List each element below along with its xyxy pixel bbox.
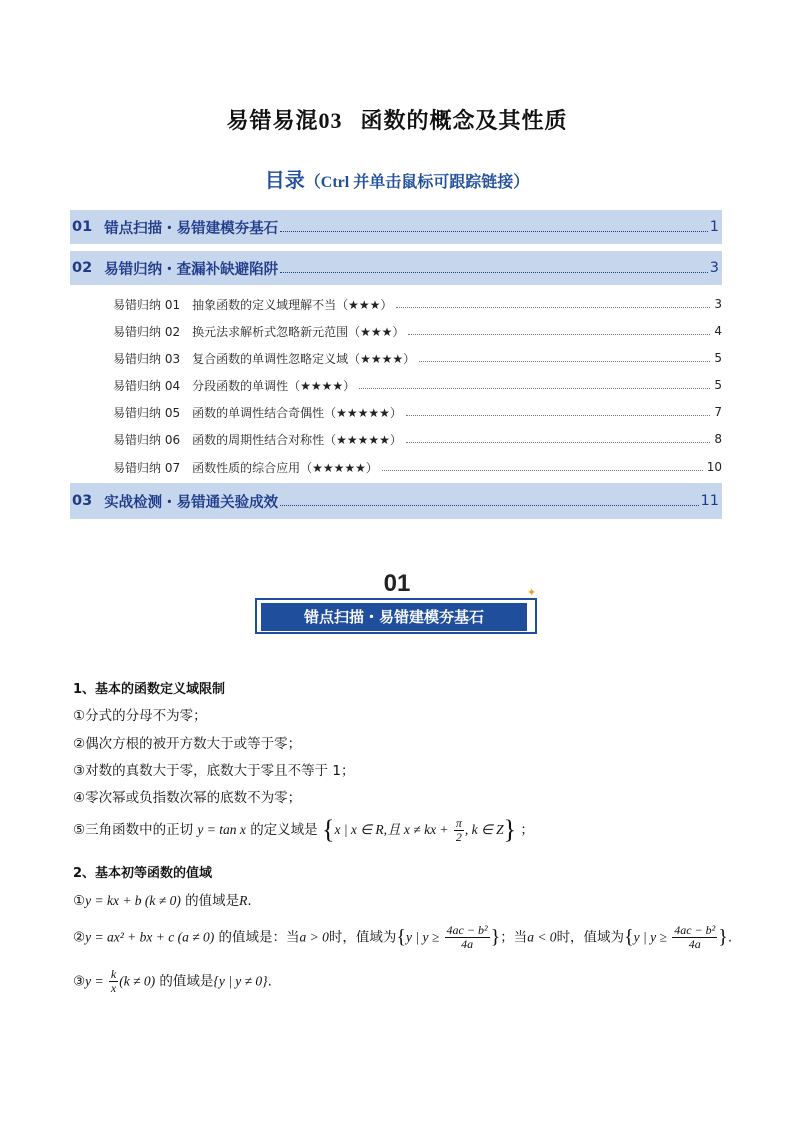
toc-subentry-number: 易错归纳 06 [113, 432, 181, 447]
reciprocal-lhs: y = [85, 973, 104, 989]
toc-subentry-label: 函数性质的综合应用（★★★★★） [192, 460, 378, 475]
fraction-numerator: 4ac − b² [446, 923, 488, 937]
toc-subentry-page: 5 [714, 378, 722, 392]
range-line-2-text: 的值域是：当 [218, 929, 300, 946]
toc-subentry-label: 函数的周期性结合对称性（★★★★★） [192, 432, 402, 447]
set-brace-open: { [321, 815, 335, 844]
toc-heading [0, 164, 794, 193]
range-set-2: y | y ≥ [633, 929, 667, 945]
toc-entry-02[interactable] [70, 251, 722, 285]
toc-leader-dots [382, 470, 703, 471]
reciprocal-condition: (k ≠ 0) [119, 973, 156, 989]
range-line-2 [73, 924, 732, 951]
title-number: 03 [318, 108, 343, 133]
brace-close: } [718, 926, 728, 948]
range-line-2-t2: 时，值域为 [556, 929, 625, 946]
rule-line-3: ③对数的真数大于零，底数大于零且不等于 1； [73, 763, 355, 779]
k-over-x [109, 968, 118, 995]
toc-entry-label: 易错归纳・查漏补缺避陷阱 [104, 261, 279, 278]
toc-subentry-label: 换元法求解析式忽略新元范围（★★★） [192, 324, 405, 339]
toc-subentry-page: 10 [706, 460, 722, 474]
toc-subentry-01[interactable] [113, 294, 722, 314]
range-line-2-end: . [727, 929, 733, 946]
range-value: R [239, 893, 248, 908]
toc-leader-dots [419, 361, 710, 362]
range-line-3 [73, 968, 272, 995]
toc-entry-number: 02 [72, 260, 93, 276]
vertex-fraction-1 [445, 924, 490, 951]
toc-subentry-page: 5 [714, 351, 722, 365]
toc-subentry-label: 抽象函数的定义域理解不当（★★★） [192, 297, 393, 312]
range-line-2-num: ② [73, 929, 86, 946]
toc-subentry-03[interactable] [113, 348, 722, 368]
rule-line-1: ①分式的分母不为零； [73, 708, 207, 724]
toc-entry-page: 11 [700, 493, 719, 509]
tan-domain-set-tail: , k ∈ Z [464, 822, 504, 837]
toc-subentry-number: 易错归纳 01 [113, 297, 181, 312]
fraction-denominator: 4a [461, 937, 474, 951]
toc-subentry-06[interactable] [113, 429, 722, 449]
sparkle-icon: ✦ [527, 586, 537, 599]
toc-subentry-page: 7 [714, 405, 722, 419]
pi-over-two [454, 817, 464, 844]
toc-leader-dots [396, 307, 710, 308]
toc-subentry-number: 易错归纳 05 [113, 405, 181, 420]
toc-subentry-label: 分段函数的单调性（★★★★） [192, 378, 356, 393]
toc-subentry-number: 易错归纳 07 [113, 460, 181, 475]
toc-subentry-04[interactable] [113, 375, 722, 395]
toc-subentry-page: 4 [714, 324, 722, 338]
brace-close: } [490, 926, 501, 948]
toc-subentry-05[interactable] [113, 402, 722, 422]
fraction-denominator: 2 [455, 829, 462, 844]
range-line-2-mid: ；当 [500, 929, 528, 946]
quadratic-equation: y = ax² + bx + c (a ≠ 0) [85, 929, 215, 945]
range-line-1-num: ① [73, 893, 86, 909]
tan-domain-set: x | x ∈ R,且 x ≠ kx + [334, 822, 449, 837]
fraction-denominator: 4a [688, 937, 701, 951]
title-prefix: 易错易混 [226, 109, 319, 134]
range-line-3-text: 的值域是 [159, 973, 214, 990]
toc-entry-label: 实战检测・易错通关验成效 [104, 494, 279, 511]
toc-entry-page: 1 [709, 219, 719, 235]
range-line-1-end: . [247, 893, 252, 909]
toc-entry-page: 3 [709, 260, 719, 276]
tan-equation: y = tan x [197, 822, 246, 837]
content-heading-2: 2、基本初等函数的值域 [73, 866, 213, 881]
toc-entry-number: 01 [72, 219, 93, 235]
rule-line-5-text: ⑤三角函数中的正切 [73, 822, 194, 838]
section-number: 01 [383, 570, 411, 597]
rule-line-5-end: ； [520, 822, 534, 838]
toc-leader-dots [280, 272, 708, 273]
range-line-3-end: . [267, 973, 272, 990]
toc-entry-03[interactable] [70, 483, 722, 519]
toc-leader-dots [280, 231, 708, 232]
linear-equation: y = kx + b (k ≠ 0) [85, 893, 181, 908]
toc-subentry-label: 函数的单调性结合奇偶性（★★★★★） [192, 405, 402, 420]
toc-subentry-number: 易错归纳 04 [113, 378, 181, 393]
toc-entry-number: 03 [72, 493, 93, 509]
toc-subentry-page: 3 [714, 297, 722, 311]
toc-heading-note: （Ctrl 并单击鼠标可跟踪链接） [304, 174, 530, 191]
rule-line-2: ②偶次方根的被开方数大于或等于零； [73, 736, 302, 752]
toc-subentry-02[interactable] [113, 321, 722, 341]
toc-leader-dots [406, 415, 710, 416]
toc-subentry-number: 易错归纳 03 [113, 351, 181, 366]
toc-leader-dots [406, 442, 710, 443]
toc-subentry-page: 8 [714, 432, 722, 446]
toc-entry-label: 错点扫描・易错建模夯基石 [104, 220, 279, 237]
set-brace-close: } [503, 815, 517, 844]
title-main: 函数的概念及其性质 [360, 109, 568, 134]
vertex-fraction-2 [672, 924, 717, 951]
condition-a-positive: a > 0 [299, 929, 329, 945]
range-value: {y | y ≠ 0} [213, 973, 268, 989]
fraction-numerator: π [455, 815, 462, 830]
toc-subentry-07[interactable] [113, 457, 722, 477]
fraction-denominator: x [110, 981, 117, 995]
toc-subentry-label: 复合函数的单调性忽略定义域（★★★★） [192, 351, 416, 366]
brace-open: { [624, 926, 634, 948]
range-line-1-text: 的值域是 [185, 893, 240, 909]
toc-leader-dots [280, 505, 698, 506]
range-line-1 [73, 889, 252, 909]
toc-leader-dots [359, 388, 710, 389]
rule-line-5-mid: 的定义域是 [250, 822, 318, 838]
section-banner: 错点扫描・易错建模夯基石 [261, 603, 527, 631]
brace-open: { [396, 926, 407, 948]
range-line-2-t1: 时，值域为 [328, 929, 397, 946]
fraction-numerator: 4ac − b² [674, 923, 716, 937]
document-title [0, 104, 794, 135]
toc-heading-label: 目录 [264, 168, 305, 192]
range-set-1: y | y ≥ [406, 929, 440, 945]
toc-subentry-number: 易错归纳 02 [113, 324, 181, 339]
content-heading-1: 1、基本的函数定义域限制 [73, 682, 226, 697]
range-line-3-num: ③ [73, 973, 86, 990]
rule-line-4: ④零次幂或负指数次幂的底数不为零； [73, 790, 302, 806]
fraction-numerator: k [110, 967, 117, 981]
condition-a-negative: a < 0 [527, 929, 557, 945]
rule-line-5 [73, 815, 534, 845]
toc-leader-dots [408, 334, 710, 335]
toc-entry-01[interactable] [70, 210, 722, 244]
